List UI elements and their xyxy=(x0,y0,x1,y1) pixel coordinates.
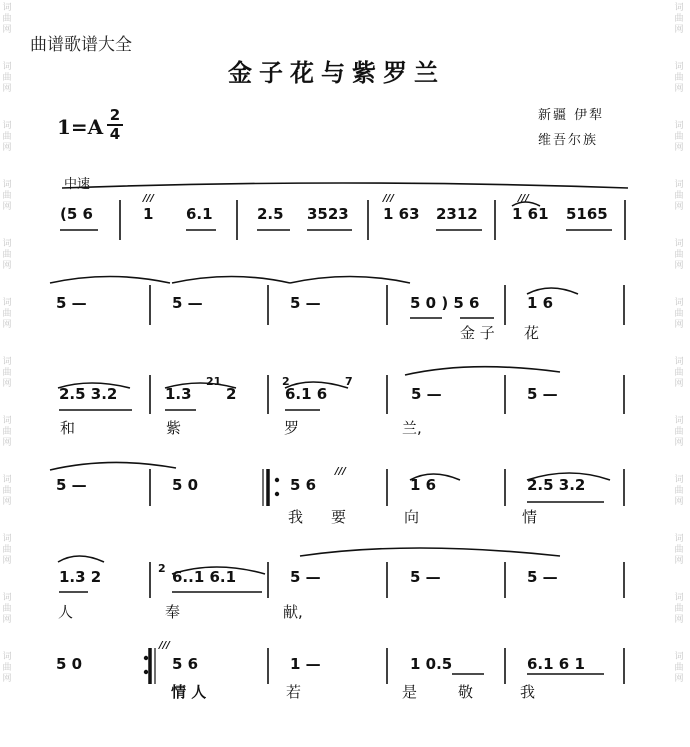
watermark-char: 词 xyxy=(2,3,12,13)
site-name: 曲谱歌谱大全 xyxy=(30,35,132,55)
watermark-char: 网 xyxy=(2,556,12,566)
watermark-char: 网 xyxy=(2,25,12,35)
watermark-char: 网 xyxy=(674,674,684,684)
lyric-text: 花 xyxy=(524,324,540,342)
note-group: 1.3 2 xyxy=(59,568,102,586)
tie xyxy=(300,548,560,556)
lyric-text: 情 xyxy=(522,508,538,526)
watermark-char: 曲 xyxy=(2,368,12,378)
note-group: 5 — xyxy=(290,294,321,312)
watermark-char: 词 xyxy=(2,534,12,544)
note-group: 1.3 xyxy=(165,385,192,403)
note-group: (5 6 xyxy=(60,205,93,223)
note-group: 3523 xyxy=(307,205,349,223)
watermark-char: 词 xyxy=(674,357,684,367)
watermark-char: 词 xyxy=(674,652,684,662)
watermark-char: 词 xyxy=(2,239,12,249)
note-group: 2.5 3.2 xyxy=(59,385,118,403)
accent-mark: /// xyxy=(335,466,346,477)
watermark-group xyxy=(2,475,11,508)
watermark-char: 词 xyxy=(2,357,12,367)
watermark-char: 词 xyxy=(2,652,12,662)
watermark-group xyxy=(2,652,11,685)
lyric-text: 向 xyxy=(404,508,420,526)
watermark-char: 曲 xyxy=(674,663,684,673)
note-group: 1 xyxy=(143,205,154,223)
note-group: 5165 xyxy=(566,205,608,223)
watermark-char: 网 xyxy=(2,438,12,448)
watermark-group xyxy=(674,357,683,390)
lyric-text: 要 xyxy=(331,508,347,526)
watermark-char: 网 xyxy=(2,202,12,212)
lyric-text: 罗 xyxy=(284,419,300,437)
watermark-char: 曲 xyxy=(2,427,12,437)
note-group: 5 — xyxy=(56,294,87,312)
watermark-group xyxy=(674,416,683,449)
key-signature: 1=A xyxy=(57,115,104,139)
watermark-group xyxy=(2,298,11,331)
grace-note: 2 xyxy=(282,375,290,388)
watermark-group xyxy=(2,180,11,213)
watermark-char: 网 xyxy=(674,556,684,566)
lyric-text: 我 xyxy=(288,508,304,526)
note-group: 2 xyxy=(226,385,237,403)
watermark-char: 词 xyxy=(2,62,12,72)
watermark-char: 曲 xyxy=(674,604,684,614)
grace-note: 2 xyxy=(158,562,166,575)
watermark-char: 曲 xyxy=(674,427,684,437)
watermark-char: 网 xyxy=(674,615,684,625)
watermark-char: 网 xyxy=(674,438,684,448)
accent-mark: /// xyxy=(383,193,394,204)
note-group: 2312 xyxy=(436,205,478,223)
watermark-group xyxy=(2,416,11,449)
time-signature-bottom: 4 xyxy=(109,125,121,143)
repeat-dot xyxy=(144,670,148,674)
watermark-char: 网 xyxy=(674,84,684,94)
note-group: 1 — xyxy=(290,655,321,673)
watermark-char: 曲 xyxy=(2,191,12,201)
watermark-char: 曲 xyxy=(2,132,12,142)
watermark-strip-right xyxy=(672,0,686,747)
watermark-char: 网 xyxy=(2,615,12,625)
note-group: 1 6 xyxy=(410,476,437,494)
note-group: 5 — xyxy=(527,385,558,403)
tempo-marking: 中速 xyxy=(64,177,91,192)
note-group: 1 61 xyxy=(512,205,549,223)
lyric-text: 奉 xyxy=(165,603,181,621)
ornament-mark: 7 xyxy=(345,375,353,388)
watermark-char: 曲 xyxy=(674,309,684,319)
note-group: 5 — xyxy=(527,568,558,586)
watermark-group xyxy=(674,3,683,36)
watermark-char: 曲 xyxy=(674,368,684,378)
watermark-char: 词 xyxy=(2,593,12,603)
watermark-group xyxy=(2,121,11,154)
watermark-char: 词 xyxy=(674,239,684,249)
watermark-char: 网 xyxy=(674,261,684,271)
watermark-char: 词 xyxy=(2,180,12,190)
watermark-group xyxy=(674,652,683,685)
watermark-char: 网 xyxy=(2,84,12,94)
grace-note: 21 xyxy=(206,375,222,388)
watermark-char: 词 xyxy=(674,62,684,72)
watermark-char: 词 xyxy=(2,121,12,131)
watermark-char: 词 xyxy=(674,475,684,485)
watermark-char: 网 xyxy=(674,143,684,153)
watermark-char: 曲 xyxy=(2,14,12,24)
lyric-text: 若 xyxy=(286,683,302,701)
note-group: 1 63 xyxy=(383,205,420,223)
watermark-char: 网 xyxy=(2,674,12,684)
watermark-char: 曲 xyxy=(2,486,12,496)
watermark-char: 词 xyxy=(674,593,684,603)
note-group: 5 — xyxy=(290,568,321,586)
lyric-text: 金 子 xyxy=(460,324,495,342)
accent-mark: /// xyxy=(518,193,529,204)
watermark-char: 词 xyxy=(2,475,12,485)
watermark-char: 词 xyxy=(2,298,12,308)
note-group: 5 6 xyxy=(290,476,317,494)
watermark-char: 曲 xyxy=(2,309,12,319)
watermark-group xyxy=(674,298,683,331)
watermark-char: 网 xyxy=(674,202,684,212)
note-group: 5 — xyxy=(56,476,87,494)
lyric-text: 是 xyxy=(402,683,418,701)
watermark-group xyxy=(674,239,683,272)
watermark-group xyxy=(674,534,683,567)
watermark-char: 曲 xyxy=(674,486,684,496)
watermark-char: 曲 xyxy=(674,191,684,201)
watermark-char: 词 xyxy=(674,180,684,190)
watermark-char: 词 xyxy=(674,416,684,426)
watermark-char: 网 xyxy=(674,25,684,35)
note-group: 6..1 6.1 xyxy=(172,568,237,586)
tie xyxy=(290,277,410,284)
watermark-char: 曲 xyxy=(2,663,12,673)
lyric-text: 兰, xyxy=(402,419,422,437)
watermark-group xyxy=(674,180,683,213)
note-group: 5 0 ) 5 6 xyxy=(410,294,480,312)
repeat-dot xyxy=(144,656,148,660)
lyric-text: 情 人 xyxy=(171,683,207,701)
accent-mark: /// xyxy=(143,193,154,204)
lyric-text: 人 xyxy=(58,603,74,621)
note-group: 5 — xyxy=(411,385,442,403)
watermark-char: 词 xyxy=(2,416,12,426)
watermark-char: 词 xyxy=(674,298,684,308)
watermark-char: 网 xyxy=(674,320,684,330)
note-group: 6.1 xyxy=(186,205,213,223)
watermark-char: 曲 xyxy=(2,604,12,614)
ethnicity-credit: 维吾尔族 xyxy=(538,133,599,148)
watermark-char: 词 xyxy=(674,121,684,131)
note-group: 5 — xyxy=(172,294,203,312)
lyric-text: 紫 xyxy=(166,419,182,437)
note-group: 5 0 xyxy=(172,476,199,494)
note-group: 2.5 3.2 xyxy=(527,476,586,494)
tie xyxy=(405,367,560,375)
watermark-char: 网 xyxy=(2,261,12,271)
note-group: 5 6 xyxy=(172,655,199,673)
watermark-char: 网 xyxy=(674,379,684,389)
note-group: 6.1 6 1 xyxy=(527,655,585,673)
slur xyxy=(58,556,104,562)
note-group: 2.5 xyxy=(257,205,284,223)
watermark-char: 曲 xyxy=(2,250,12,260)
watermark-char: 网 xyxy=(2,320,12,330)
note-group: 5 0 xyxy=(56,655,83,673)
lyric-text: 我 xyxy=(520,683,536,701)
watermark-group xyxy=(2,357,11,390)
watermark-group xyxy=(674,62,683,95)
watermark-group xyxy=(2,3,11,36)
note-group: 1 6 xyxy=(527,294,554,312)
lyric-text: 和 xyxy=(60,419,76,437)
lyric-text: 献, xyxy=(283,603,303,621)
watermark-group xyxy=(2,239,11,272)
watermark-group xyxy=(2,593,11,626)
watermark-char: 网 xyxy=(2,497,12,507)
watermark-char: 曲 xyxy=(2,545,12,555)
watermark-group xyxy=(674,475,683,508)
watermark-char: 曲 xyxy=(2,73,12,83)
watermark-group xyxy=(2,534,11,567)
time-signature xyxy=(107,108,123,142)
song-title: 金子花与紫罗兰 xyxy=(228,58,445,87)
tempo-slur xyxy=(62,183,628,188)
repeat-dot xyxy=(275,492,279,496)
note-group: 5 — xyxy=(410,568,441,586)
repeat-dot xyxy=(275,478,279,482)
watermark-char: 曲 xyxy=(674,545,684,555)
tie xyxy=(50,462,176,470)
watermark-char: 曲 xyxy=(674,14,684,24)
time-signature-top: 2 xyxy=(109,106,121,124)
tie xyxy=(172,277,290,284)
watermark-char: 曲 xyxy=(674,250,684,260)
watermark-group xyxy=(674,593,683,626)
note-group: 6.1 6 xyxy=(285,385,328,403)
watermark-char: 网 xyxy=(2,143,12,153)
watermark-group xyxy=(674,121,683,154)
accent-mark: /// xyxy=(159,640,170,651)
watermark-char: 网 xyxy=(674,497,684,507)
watermark-char: 网 xyxy=(2,379,12,389)
note-group: 1 0.5 xyxy=(410,655,453,673)
watermark-group xyxy=(2,62,11,95)
watermark-char: 词 xyxy=(674,3,684,13)
tie xyxy=(50,277,170,284)
lyric-text: 敬 xyxy=(458,683,474,701)
watermark-strip-left xyxy=(0,0,14,747)
origin-credit: 新疆 伊犁 xyxy=(538,108,605,123)
watermark-char: 曲 xyxy=(674,73,684,83)
watermark-char: 曲 xyxy=(674,132,684,142)
watermark-char: 词 xyxy=(674,534,684,544)
